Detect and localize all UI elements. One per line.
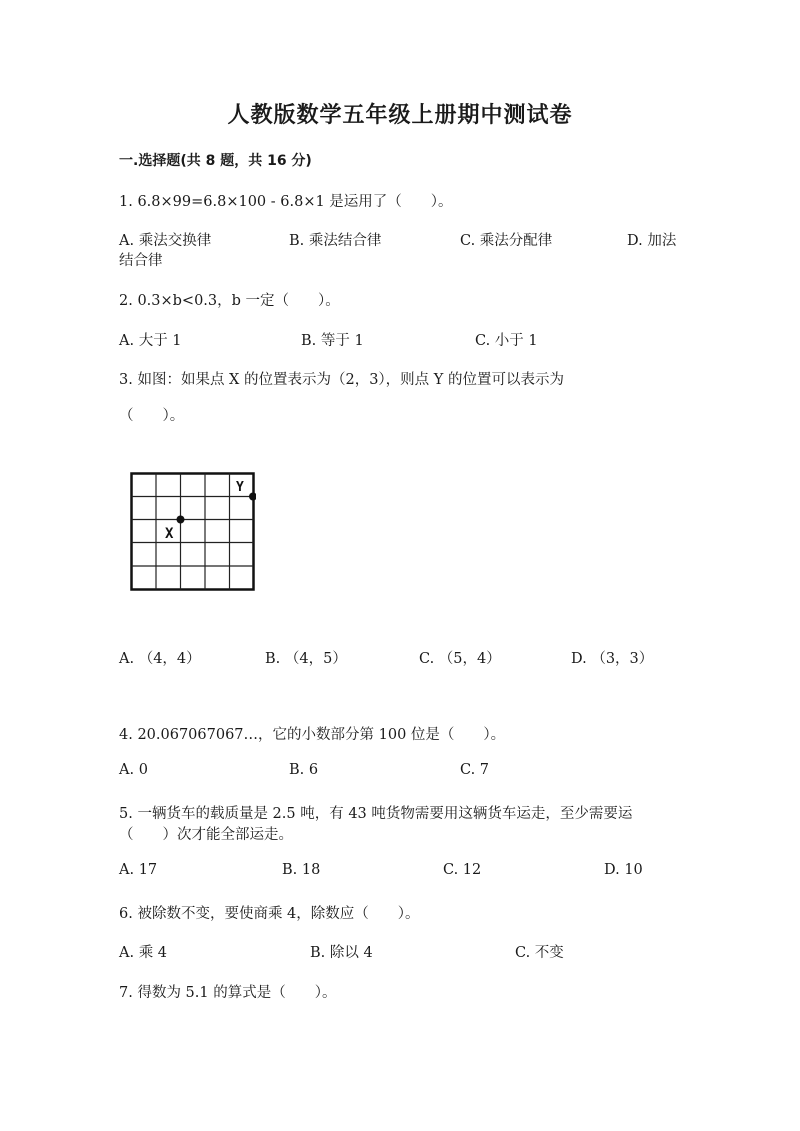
point-y-dot bbox=[249, 493, 256, 501]
q5-option-a[interactable]: A. 17 bbox=[119, 862, 158, 878]
coordinate-grid-figure bbox=[130, 472, 256, 592]
section-heading: 一.选择题(共 8 题，共 16 分) bbox=[119, 153, 312, 169]
q5-option-b[interactable]: B. 18 bbox=[282, 862, 321, 878]
q1-option-d-wrap: 结合律 bbox=[119, 253, 163, 269]
q3-option-d[interactable]: D. （3，3） bbox=[571, 651, 654, 667]
q1-option-a[interactable]: A. 乘法交换律 bbox=[119, 233, 212, 249]
question-2: 2. 0.3×b<0.3，b 一定（ ）。 bbox=[119, 293, 340, 309]
question-5-cont: （ ）次才能全部运走。 bbox=[119, 827, 293, 843]
grid-svg bbox=[130, 472, 256, 592]
q1-option-b[interactable]: B. 乘法结合律 bbox=[289, 233, 382, 249]
question-5: 5. 一辆货车的载质量是 2.5 吨，有 43 吨货物需要用这辆货车运走，至少需要运 bbox=[119, 806, 633, 822]
q6-option-c[interactable]: C. 不变 bbox=[515, 945, 564, 961]
question-6: 6. 被除数不变，要使商乘 4，除数应（ ）。 bbox=[119, 906, 420, 922]
q2-option-a[interactable]: A. 大于 1 bbox=[119, 333, 182, 349]
q2-option-c[interactable]: C. 小于 1 bbox=[475, 333, 538, 349]
q6-option-a[interactable]: A. 乘 4 bbox=[119, 945, 168, 961]
q5-option-c[interactable]: C. 12 bbox=[443, 862, 482, 878]
question-1: 1. 6.8×99=6.8×100 - 6.8×1 是运用了（ ）。 bbox=[119, 194, 453, 210]
q3-option-a[interactable]: A. （4，4） bbox=[119, 651, 201, 667]
question-7: 7. 得数为 5.1 的算式是（ ）。 bbox=[119, 985, 337, 1001]
q1-option-c[interactable]: C. 乘法分配律 bbox=[460, 233, 553, 249]
point-y-label: Y bbox=[236, 480, 244, 495]
question-4: 4. 20.067067067…，它的小数部分第 100 位是（ ）。 bbox=[119, 727, 506, 743]
q1-option-d[interactable]: D. 加法 bbox=[627, 233, 677, 249]
q4-option-b[interactable]: B. 6 bbox=[289, 762, 319, 778]
question-3-cont: （ ）。 bbox=[119, 408, 185, 424]
question-3: 3. 如图：如果点 X 的位置表示为（2，3），则点 Y 的位置可以表示为 bbox=[119, 372, 564, 388]
q5-option-d[interactable]: D. 10 bbox=[604, 862, 643, 878]
point-x-label: X bbox=[165, 526, 174, 542]
q4-option-c[interactable]: C. 7 bbox=[460, 762, 490, 778]
page-title: 人教版数学五年级上册期中测试卷 bbox=[227, 102, 573, 128]
point-x-dot bbox=[177, 516, 185, 524]
q6-option-b[interactable]: B. 除以 4 bbox=[310, 945, 373, 961]
q3-option-c[interactable]: C. （5，4） bbox=[419, 651, 501, 667]
q4-option-a[interactable]: A. 0 bbox=[119, 762, 148, 778]
q2-option-b[interactable]: B. 等于 1 bbox=[301, 333, 364, 349]
q3-option-b[interactable]: B. （4，5） bbox=[265, 651, 347, 667]
